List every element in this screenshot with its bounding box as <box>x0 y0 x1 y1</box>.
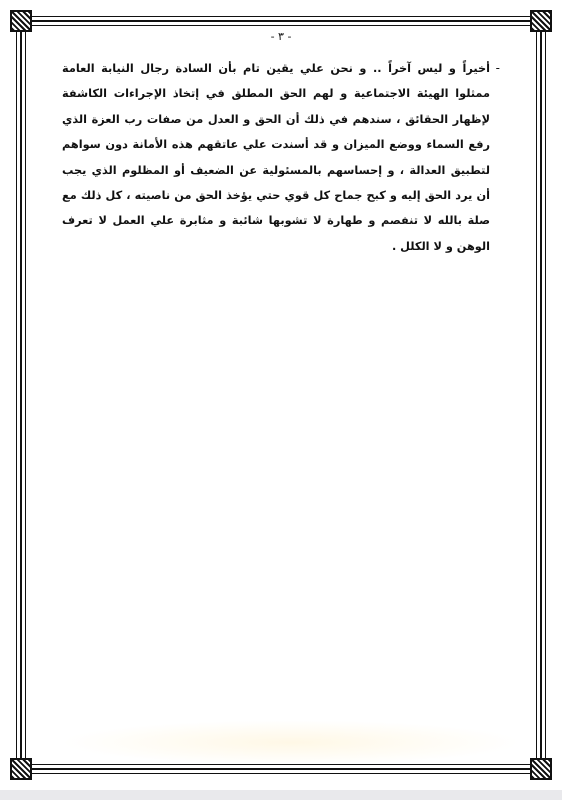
body-text <box>62 56 504 259</box>
corner-ornament-top-left <box>10 10 32 32</box>
corner-ornament-bottom-right <box>530 758 552 780</box>
corner-ornament-bottom-left <box>10 758 32 780</box>
bullet-dash: - <box>495 61 500 75</box>
border-ornament-right <box>545 32 546 758</box>
border-ornament-left <box>16 32 17 758</box>
body-paragraph: أخيراً و ليس آخراً .. و نحن علي يقين تام بأن السادة رجال النيابة العامة ممثلوا الهيئة الاجتماعية و لهم الحق المطلق في إتخاذ الإجراءات الكاشفة لإظهار الحقائق ، سندهم في ذلك أن الحق و العدل من صفات رب العزة الذي رفع السماء ووضع الميزان و قد أسندت علي عاتقهم هذه الأمانة دون سواهم لتطبيق العدالة ، و إحساسهم بالمسئولية عن الضعيف أو المظلوم الذي يجب أن يرد الحق إليه و كبح جماح كل قوي حتي يؤخذ الحق من ناصيته ، كل ذلك مع صلة بالله لا تنفصم و طهارة لا تشوبها شائبة و مثابرة علي العمل لا تعرف الوهن و لا الكلل . <box>62 62 490 253</box>
border-ornament-top <box>32 16 530 17</box>
border-ornament-bottom <box>32 773 530 774</box>
page-number: - ٣ - <box>270 30 292 43</box>
corner-ornament-top-right <box>530 10 552 32</box>
